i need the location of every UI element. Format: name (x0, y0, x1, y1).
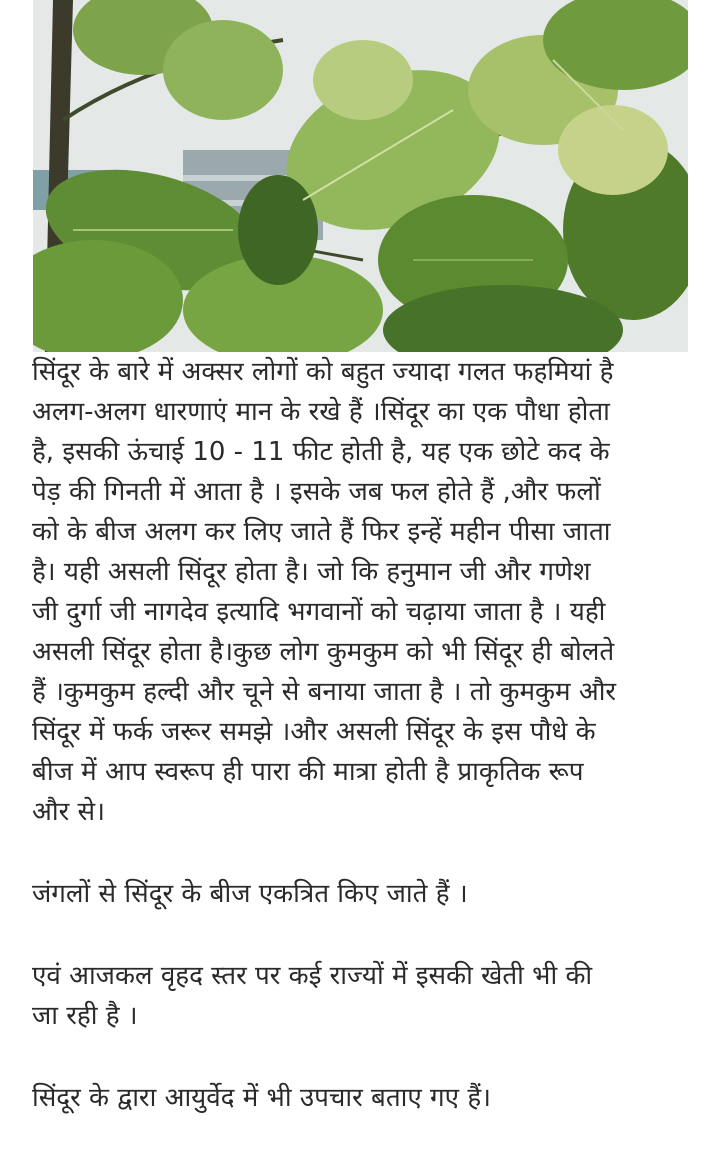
tree-leaves-photo-icon (33, 0, 688, 352)
text-line: एवं आजकल वृहद स्तर पर कई राज्यों में इसकी खेती भी की (32, 961, 593, 991)
text-line: को के बीज अलग कर लिए जाते हैं फिर इन्हें महीन पीसा जाता (32, 517, 611, 547)
article-paragraph-1 (32, 352, 692, 832)
text-line: अलग-अलग धारणाएं मान के रखे हैं ।सिंदूर का एक पौधा होता (32, 397, 610, 427)
text-line: और से। (32, 797, 105, 827)
text-line: सिंदूर में फर्क जरूर समझे ।और असली सिंदूर के इस पौधे के (32, 717, 596, 747)
text-line: जी दुर्गा जी नागदेव इत्यादि भगवानों को चढ़ाया जाता है । यही (32, 597, 606, 627)
text-line: सिंदूर के बारे में अक्सर लोगों को बहुत ज्यादा गलत फहमियां है (32, 357, 614, 387)
text-line: बीज में आप स्वरूप ही पारा की मात्रा होती है प्राकृतिक रूप (32, 757, 584, 787)
text-line: है, इसकी ऊंचाई 10 - 11 फीट होती है, यह एक छोटे कद के (32, 437, 610, 467)
article-paragraph-3 (32, 956, 692, 1036)
article-paragraph-2 (32, 874, 692, 914)
text-line: है। यही असली सिंदूर होता है। जो कि हनुमान जी और गणेश (32, 557, 591, 587)
hero-photo (33, 0, 688, 352)
text-line: जा रही है । (32, 1001, 138, 1031)
article-body (32, 352, 692, 1160)
text-line: हैं ।कुमकुम हल्दी और चूने से बनाया जाता है । तो कुमकुम और (32, 677, 617, 707)
article-paragraph-4 (32, 1078, 692, 1118)
text-line: जंगलों से सिंदूर के बीज एकत्रित किए जाते हैं । (32, 879, 468, 909)
text-line: असली सिंदूर होता है।कुछ लोग कुमकुम को भी सिंदूर ही बोलते (32, 637, 615, 667)
text-line: पेड़ की गिनती में आता है । इसके जब फल होते हैं ,और फलों (32, 477, 601, 507)
text-line: सिंदूर के द्वारा आयुर्वेद में भी उपचार बताए गए हैं। (32, 1083, 491, 1113)
